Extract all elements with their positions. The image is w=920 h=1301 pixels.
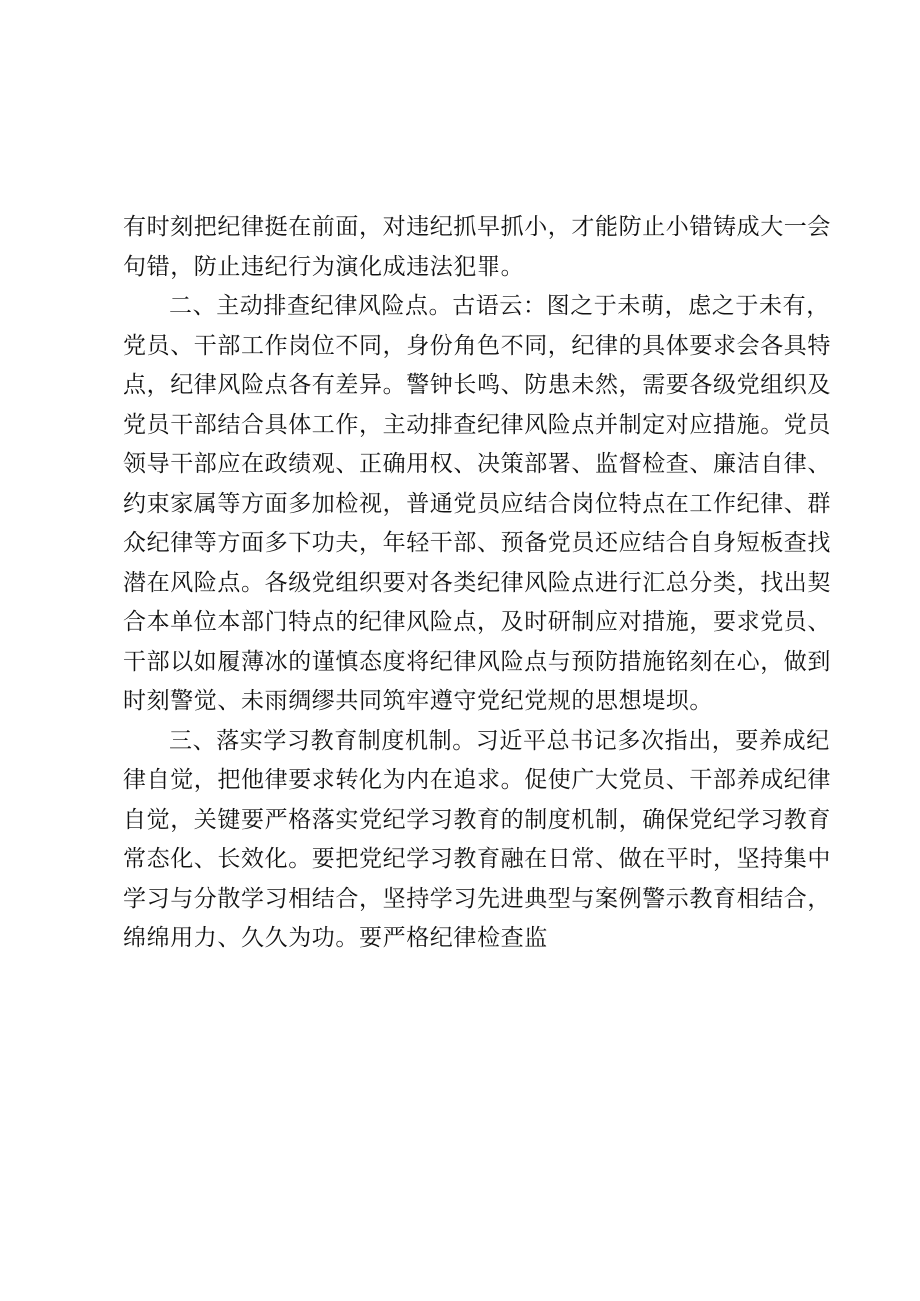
paragraph-section-2 [123,287,831,722]
text-line: 党员干部结合具体工作，主动排查纪律风险点并制定对应措施。党员 [123,411,831,438]
text-line: 点，纪律风险点各有差异。警钟长鸣、防患未然，需要各级党组织及 [123,372,831,398]
text-line: 学习与分散学习相结合，坚持学习先进典型与案例警示教育相结合， [123,885,831,912]
paragraph-section-3 [123,722,831,959]
text-line: 潜在风险点。各级党组织要对各类纪律风险点进行汇总分类，找出契 [123,569,831,596]
text-line: 二、主动排查纪律风险点。古语云：图之于未萌，虑之于未有， [169,293,830,319]
text-line: 常态化、长效化。要把党纪学习教育融在日常、做在平时，坚持集中 [123,846,831,872]
text-line: 自觉，关键要严格落实党纪学习教育的制度机制，确保党纪学习教育 [123,806,831,833]
text-line: 党员、干部工作岗位不同，身份角色不同，纪律的具体要求会各具特 [123,332,831,359]
text-line: 众纪律等方面多下功夫，年轻干部、预备党员还应结合自身短板查找 [123,530,831,556]
text-line: 领导干部应在政绩观、正确用权、决策部署、监督检查、廉洁自律、 [123,451,831,477]
text-line: 时刻警觉、未雨绸缪共同筑牢遵守党纪党规的思想堤坝。 [123,688,713,714]
text-line: 干部以如履薄冰的谨慎态度将纪律风险点与预防措施铭刻在心，做到 [123,648,831,675]
text-line: 约束家属等方面多加检视，普通党员应结合岗位特点在工作纪律、群 [123,490,831,517]
document-body [123,208,831,959]
text-line: 三、落实学习教育制度机制。习近平总书记多次指出，要养成纪 [169,727,830,754]
text-line: 有时刻把纪律挺在前面，对违纪抓早抓小，才能防止小错铸成大一会 [123,214,831,240]
text-line: 合本单位本部门特点的纪律风险点，及时研制应对措施，要求党员、 [123,609,831,635]
text-line: 律自觉，把他律要求转化为内在追求。促使广大党员、干部养成纪律 [123,767,831,793]
text-line: 绵绵用力、久久为功。要严格纪律检查监 [123,925,548,951]
paragraph-continuation [123,208,831,287]
text-line: 句错，防止违纪行为演化成违法犯罪。 [123,253,525,280]
